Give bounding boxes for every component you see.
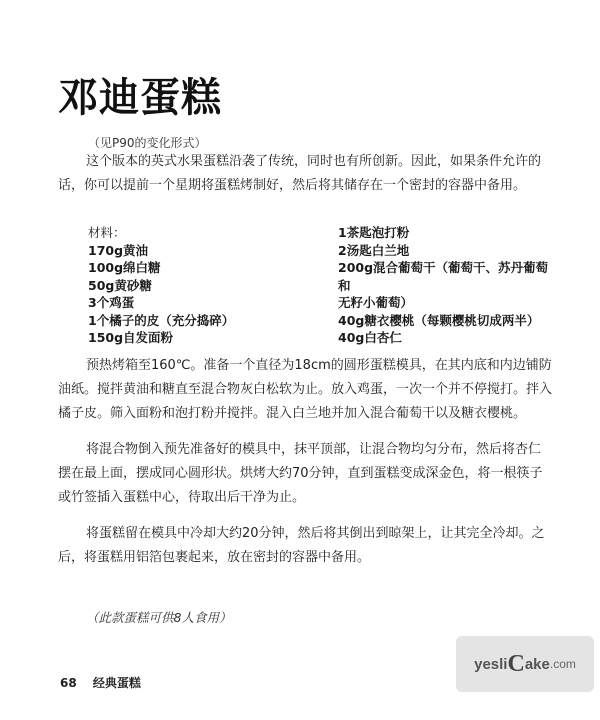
step-paragraph-2: 将混合物倒入预先准备好的模具中，抹平顶部，让混合物均匀分布，然后将杏仁摆在最上面，摆成同心圆形状。烘烤大约70分钟，直到蛋糕变成深金色，将一根筷子或竹签插入蛋糕中心，待取出后干净为止。 bbox=[58, 442, 543, 505]
intro-paragraph: 这个版本的英式水果蛋糕沿袭了传统，同时也有所创新。因此，如果条件允许的话，你可以提前一个星期将蛋糕烤制好，然后将其储存在一个密封的容器中备用。 bbox=[58, 154, 542, 193]
book-title: 经典蛋糕 bbox=[92, 676, 141, 690]
ingredient-item: 150g自发面粉 bbox=[88, 330, 174, 345]
page-number: 68 bbox=[60, 676, 77, 690]
subtitle-note: （见P90的变化形式） bbox=[88, 136, 207, 150]
ingredient-item: 50g黄砂糖 bbox=[88, 277, 152, 293]
ingredients-right-column bbox=[338, 224, 550, 347]
ingredients-left-column bbox=[88, 224, 308, 347]
ingredient-item: 170g黄油 bbox=[88, 242, 149, 258]
watermark-text: ake bbox=[524, 655, 550, 673]
page-footer bbox=[60, 674, 141, 691]
ingredient-item: 100g绵白糖 bbox=[88, 260, 161, 275]
step-paragraph-1: 预热烤箱至160℃。准备一个直径为18cm的圆形蛋糕模具，在其内底和内边铺防油纸。搅拌黄油和糖直至混合物灰白松软为止。放入鸡蛋，一次一个并不停搅打。拌入橘子皮。筛入面粉和泡打粉并搅拌。混入白兰地并加入混合葡萄干以及糖衣樱桃。 bbox=[58, 358, 553, 421]
ingredient-item: 1茶匙泡打粉 bbox=[338, 225, 410, 240]
watermark-text: .com bbox=[549, 657, 576, 671]
serving-note: （此款蛋糕可供8人食用） bbox=[86, 610, 232, 625]
step-paragraph-3: 将蛋糕留在模具中冷却大约20分钟，然后将其倒出到晾架上，让其完全冷却。之后，将蛋糕用铝箔包裹起来，放在密封的容器中备用。 bbox=[58, 526, 545, 565]
site-watermark bbox=[456, 636, 594, 692]
ingredient-item: 1个橘子的皮（充分捣碎） bbox=[88, 312, 235, 328]
ingredient-item: 40g糖衣樱桃（每颗樱桃切成两半） bbox=[338, 312, 540, 328]
page-title: 邓迪蛋糕 bbox=[58, 75, 222, 121]
ingredient-item: 无籽小葡萄） bbox=[338, 295, 414, 310]
watermark-text: C bbox=[507, 650, 525, 677]
ingredient-item: 3个鸡蛋 bbox=[88, 295, 135, 310]
ingredient-item: 2汤匙白兰地 bbox=[338, 242, 410, 258]
ingredient-item: 200g混合葡萄干（葡萄干、苏丹葡萄和 bbox=[338, 260, 549, 293]
watermark-text: yesli bbox=[474, 655, 508, 673]
ingredient-item: 40g白杏仁 bbox=[338, 330, 402, 345]
ingredients-heading: 材料： bbox=[88, 225, 126, 240]
